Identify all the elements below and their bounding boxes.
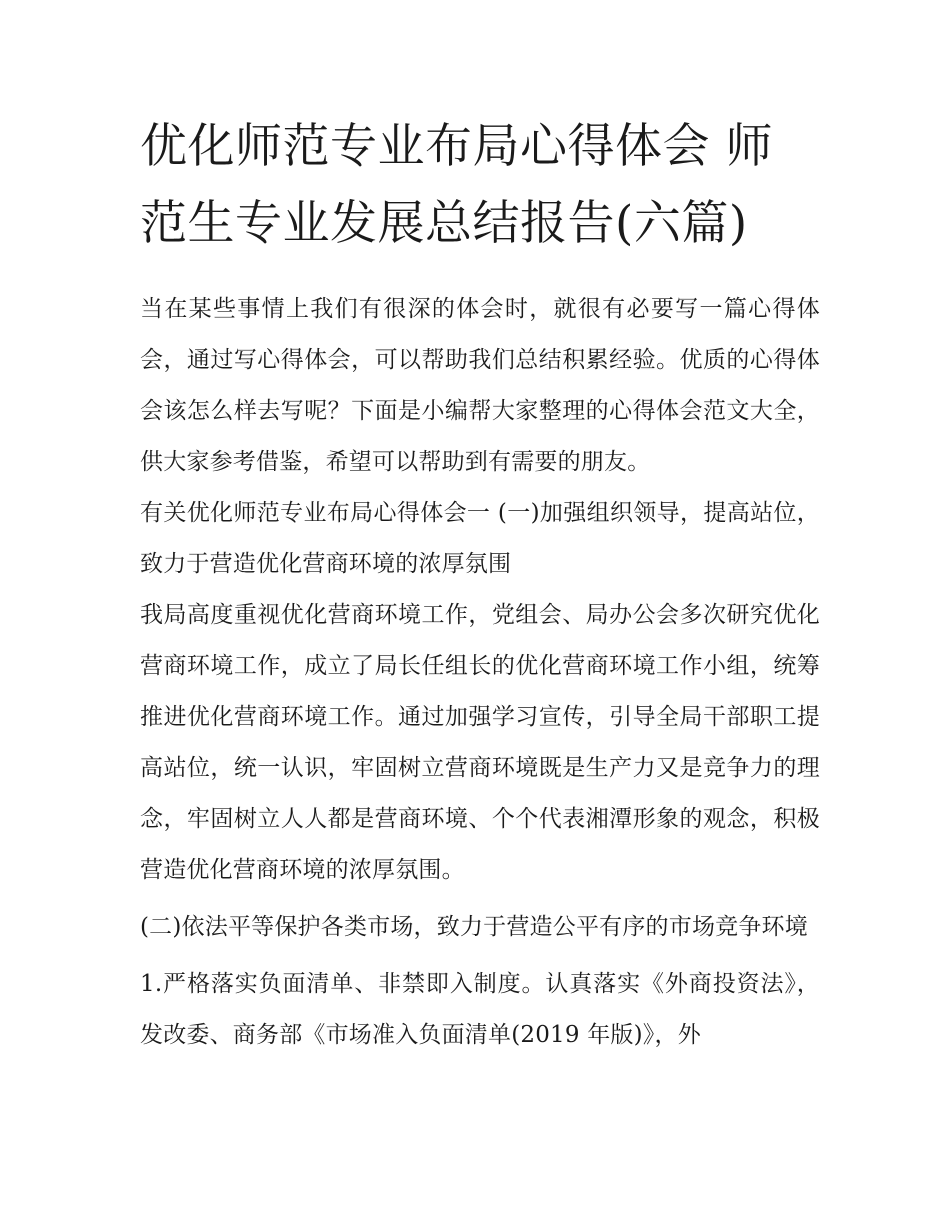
section-two-item-one: 1.严格落实负面清单、非禁即入制度。认真落实《外商投资法》，发改委、商务部《市场准入负面清单(2019 年版)》，外 xyxy=(140,971,820,1048)
document-title: 优化师范专业布局心得体会 师范生专业发展总结报告(六篇) xyxy=(140,119,773,251)
section-two-heading: (二)依法平等保护各类市场，致力于营造公平有序的市场竞争环境 xyxy=(140,914,808,940)
document-page xyxy=(140,108,820,1061)
section-one-body: 我局高度重视优化营商环境工作，党组会、局办公会多次研究优化营商环境工作，成立了局长任组长的优化营商环境工作小组，统筹推进优化营商环境工作。通过加强学习宣传，引导全局干部职工提高站位，统一认识，牢固树立营商环境既是生产力又是竞争力的理念，牢固树立人人都是营商环境、个个代表湘潭形象的观念，积极营造优化营商环境的浓厚氛围。 xyxy=(140,602,820,883)
intro-paragraph: 当在某些事情上我们有很深的体会时，就很有必要写一篇心得体会，通过写心得体会，可以帮助我们总结积累经验。优质的心得体会该怎么样去写呢？下面是小编帮大家整理的心得体会范文大全，供大家参考借鉴，希望可以帮助到有需要的朋友。 xyxy=(140,296,820,475)
section-one-heading: 有关优化师范专业布局心得体会一 (一)加强组织领导，提高站位，致力于营造优化营商环境的浓厚氛围 xyxy=(140,500,820,577)
